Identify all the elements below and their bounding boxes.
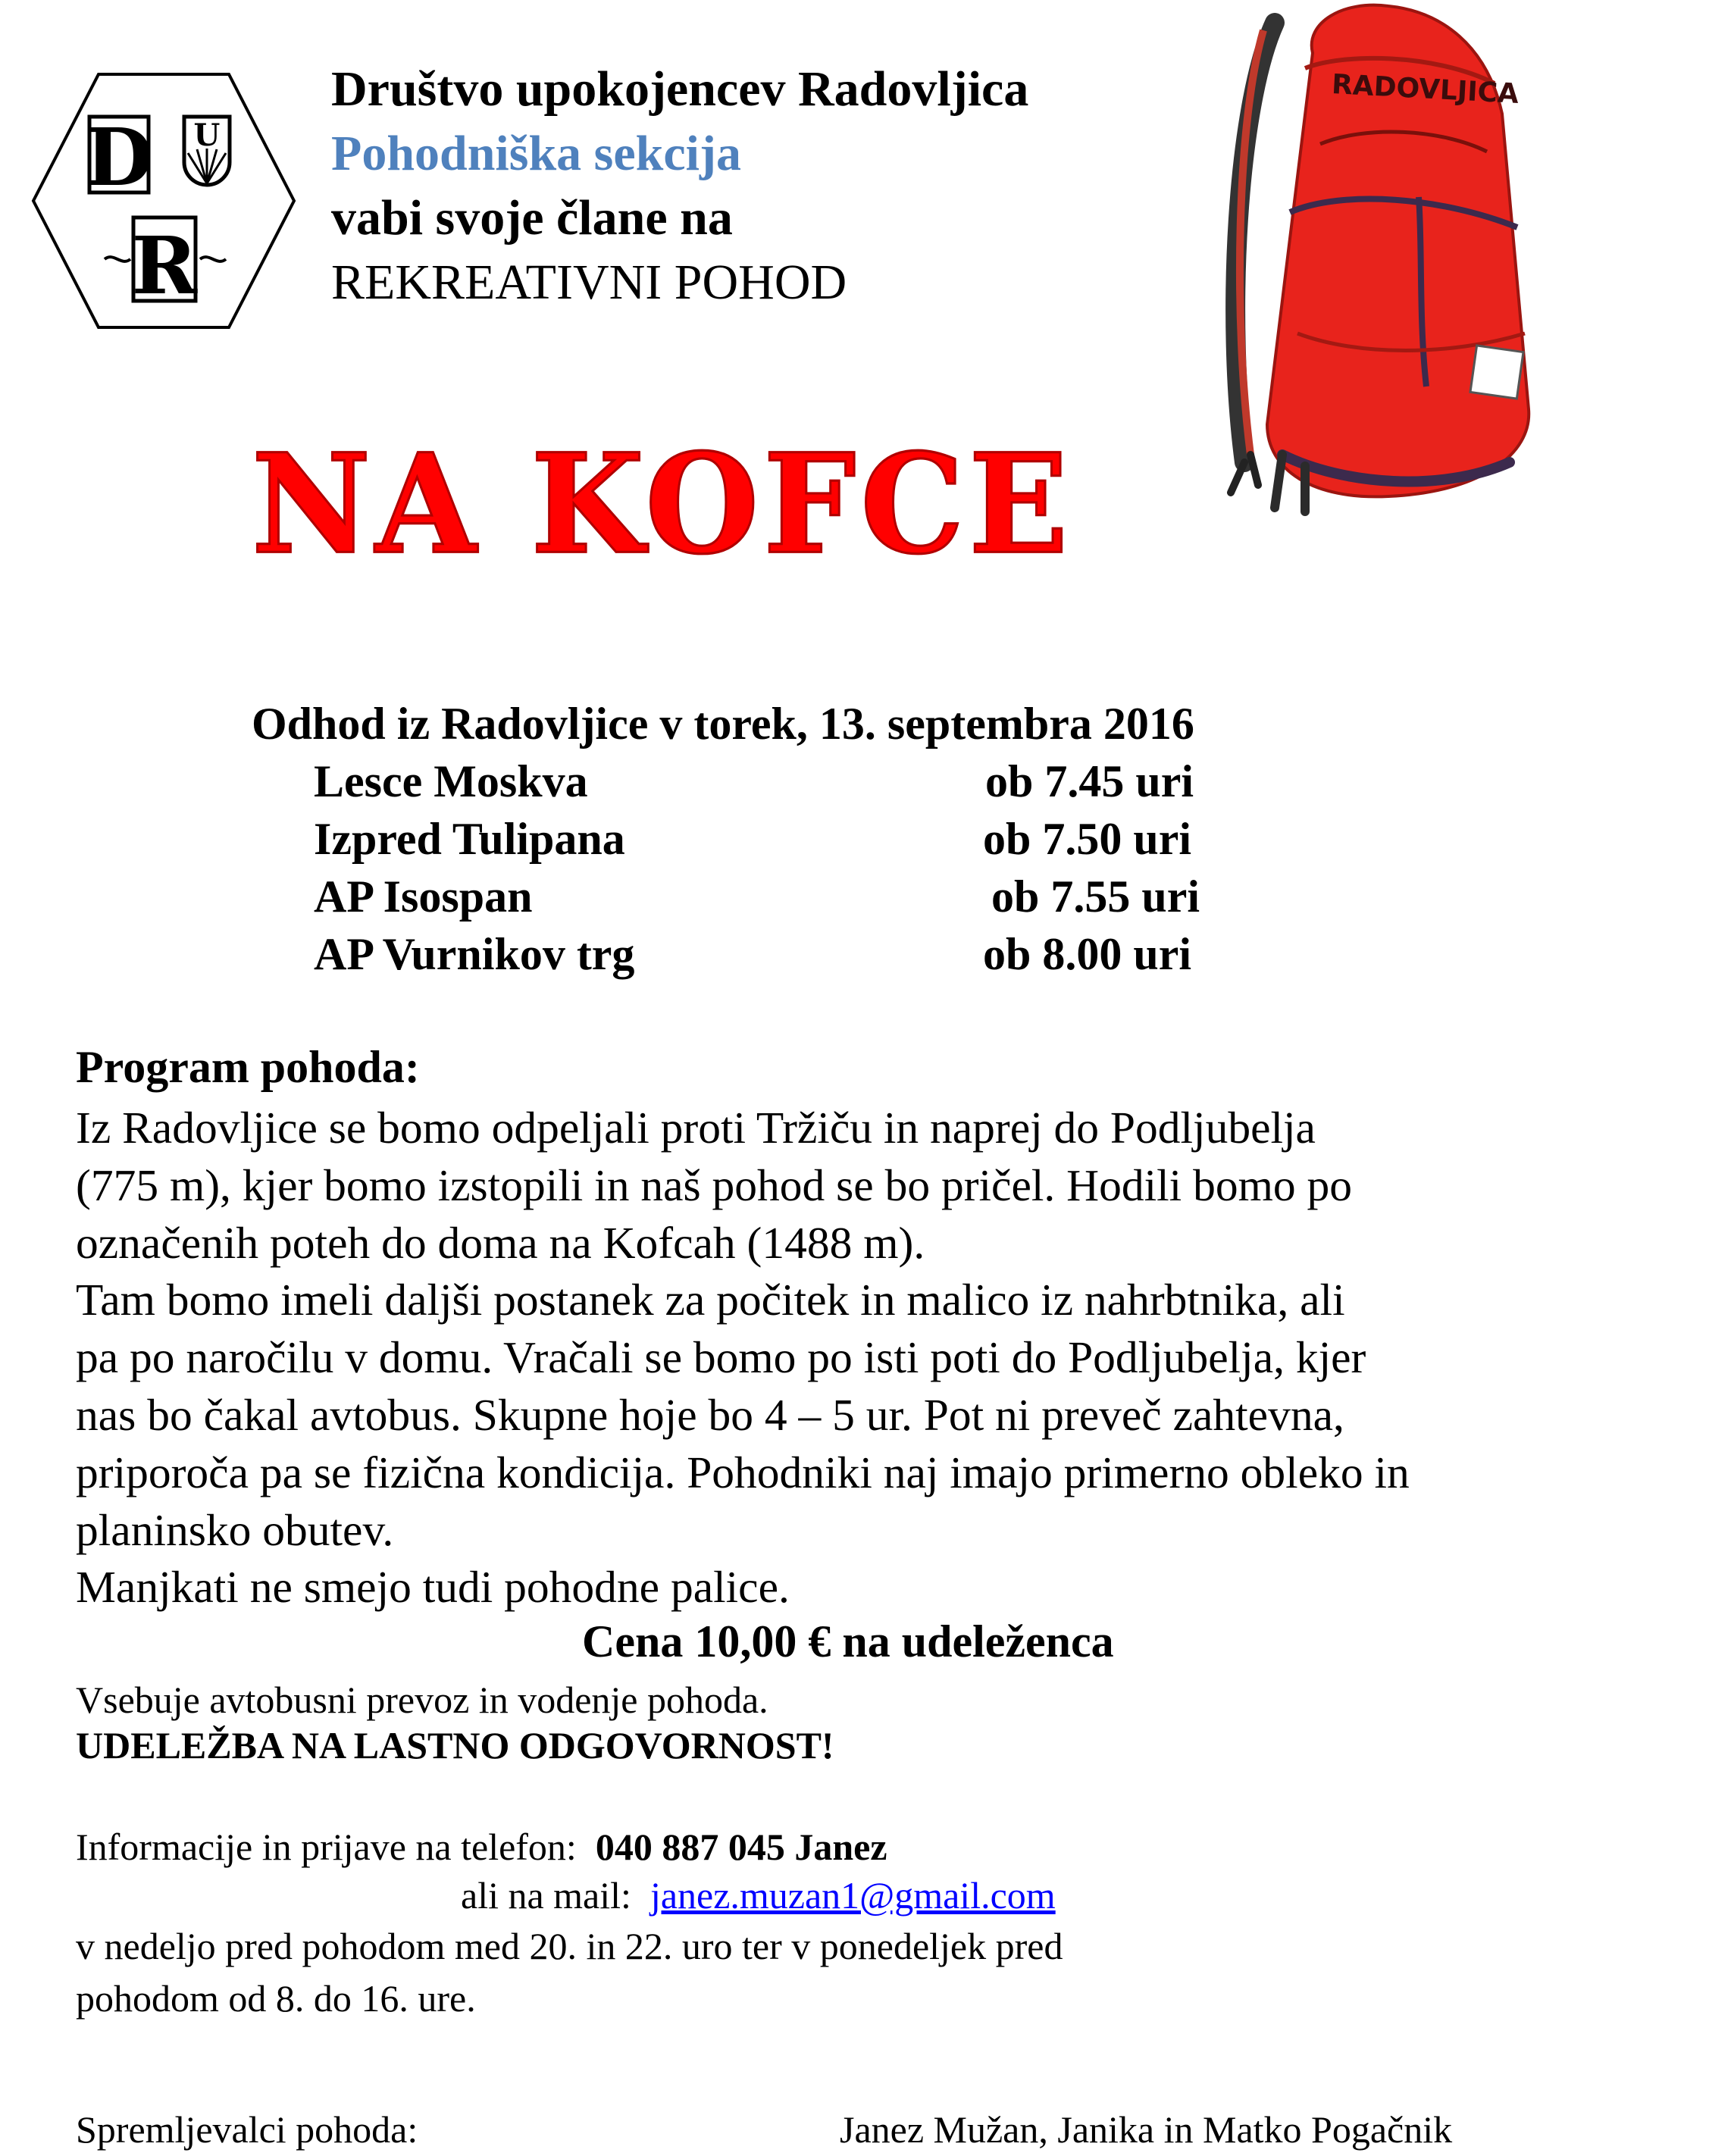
responsibility-notice: UDELEŽBA NA LASTNO ODGOVORNOST! bbox=[76, 1724, 834, 1766]
program-line: Tam bomo imeli daljši postanek za počitek in malico iz nahrbtnika, ali bbox=[76, 1275, 1345, 1325]
program-line: (775 m), kjer bomo izstopili in naš pohod se bo pričel. Hodili bomo po bbox=[76, 1159, 1352, 1210]
section-name: Pohodniška sekcija bbox=[331, 126, 741, 181]
logo-letter-r: R bbox=[131, 219, 198, 312]
backpack-brand-text: RADOVLJICA bbox=[1331, 69, 1520, 110]
stop-time: ob 7.50 uri bbox=[983, 814, 1192, 864]
hours-line: pohodom od 8. do 16. ure. bbox=[76, 1977, 476, 2020]
dur-logo bbox=[29, 70, 299, 332]
stop-place: Lesce Moskva bbox=[314, 756, 588, 806]
program-heading: Program pohoda: bbox=[76, 1042, 420, 1092]
invite-text: vabi svoje člane na bbox=[331, 190, 733, 246]
program-line: planinsko obutev. bbox=[76, 1504, 394, 1555]
program-line: priporoča pa se fizična kondicija. Pohodniki naj imajo primerno obleko in bbox=[76, 1447, 1410, 1497]
logo-letter-d: D bbox=[84, 111, 154, 204]
backpack-image bbox=[1191, 0, 1585, 527]
phone-number: 040 887 045 Janez bbox=[595, 1826, 887, 1868]
price: Cena 10,00 € na udeleženca bbox=[582, 1616, 1114, 1666]
program-line: Manjkati ne smejo tudi pohodne palice. bbox=[76, 1562, 790, 1613]
departure-heading: Odhod iz Radovljice v torek, 13. septembra 2016 bbox=[252, 699, 1194, 749]
program-text bbox=[76, 1100, 1592, 1616]
program-line: označenih poteh do doma na Kofcah (1488 m). bbox=[76, 1217, 925, 1268]
program-line: pa po naročilu v domu. Vračali se bomo po isti poti do Podljubelja, kjer bbox=[76, 1332, 1366, 1383]
event-title: NA KOFCE bbox=[252, 423, 1073, 585]
stop-place: Izpred Tulipana bbox=[314, 814, 625, 864]
price-includes: Vsebuje avtobusni prevoz in vodenje pohoda. bbox=[76, 1679, 768, 1721]
stop-place: AP Isospan bbox=[314, 871, 533, 922]
mail-line bbox=[461, 1874, 1056, 1917]
event-type: REKREATIVNI POHOD bbox=[331, 255, 847, 310]
companions-names: Janez Mužan, Janika in Matko Pogačnik bbox=[840, 2108, 1453, 2151]
stop-time: ob 7.45 uri bbox=[985, 756, 1194, 806]
mail-label: ali na mail: bbox=[461, 1874, 631, 1917]
companions-label: Spremljevalci pohoda: bbox=[76, 2108, 418, 2151]
organization-name: Društvo upokojencev Radovljica bbox=[331, 61, 1029, 117]
program-line: Iz Radovljice se bomo odpeljali proti Tržiču in naprej do Podljubelja bbox=[76, 1103, 1316, 1153]
logo-letter-u: U bbox=[193, 117, 221, 153]
hours-line: v nedeljo pred pohodom med 20. in 22. uro ter v ponedeljek pred bbox=[76, 1925, 1063, 1967]
program-line: nas bo čakal avtobus. Skupne hoje bo 4 – 5 ur. Pot ni preveč zahtevna, bbox=[76, 1389, 1344, 1440]
email-link[interactable]: janez.muzan1@gmail.com bbox=[649, 1874, 1056, 1917]
phone-label: Informacije in prijave na telefon: bbox=[76, 1826, 577, 1868]
stop-place: AP Vurnikov trg bbox=[314, 929, 635, 979]
phone-line bbox=[76, 1828, 887, 1866]
stop-time: ob 7.55 uri bbox=[991, 871, 1200, 922]
stop-time: ob 8.00 uri bbox=[983, 929, 1192, 979]
